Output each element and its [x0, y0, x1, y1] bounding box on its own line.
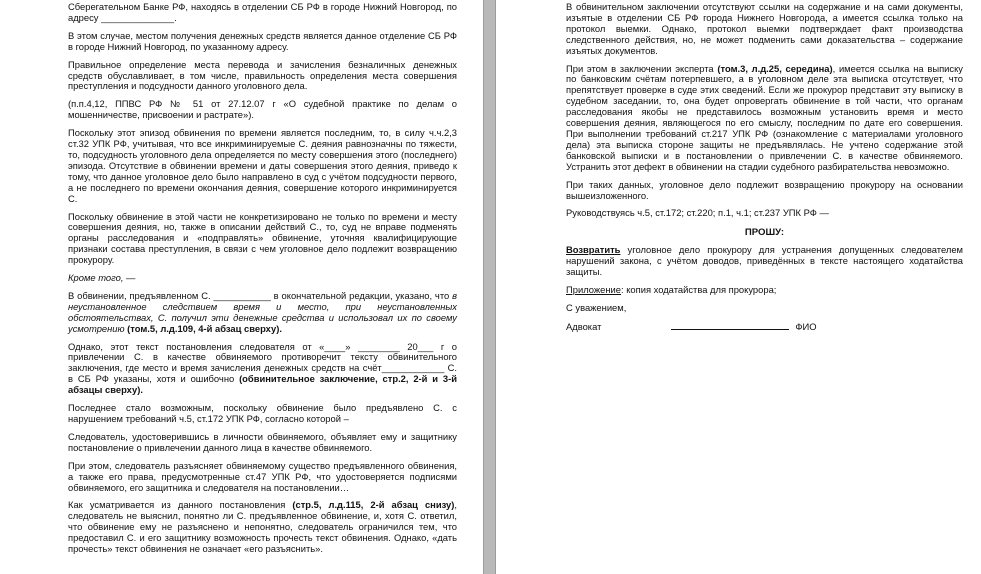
italic-text: Кроме того, — — [68, 272, 136, 284]
paragraph: При таких данных, уголовное дело подлежит возвращению прокурору на основании вышеизложенного. — [566, 178, 963, 201]
italic-text: в неустановленное следствием время и место, при неустановленных обстоятельствах, С. получил эти денежные средства и использовал их по своему усмотрению — [68, 289, 457, 334]
paragraph — [68, 500, 457, 555]
paragraph: Руководствуясь ч.5, ст.172; ст.220; п.1, ч.1; ст.237 УПК РФ — — [566, 207, 829, 219]
paragraph: Поскольку обвинение в этой части не конкретизировано не только по времени и месту совершения деяния, но, также в описании действий С., то, суд не вправе подменять органы расследования и «подправлять» обвинение, уточняя квалифицирующие признаки состава преступления, в связи с чем уголовное дело подлежит возвращению прокурору. — [68, 210, 457, 266]
paragraph — [68, 342, 457, 397]
signature-name: ФИО — [795, 320, 817, 332]
bold-reference: (том.3, л.д.25, середина) — [717, 62, 833, 74]
bold-reference: (стр.5, л.д.115, 2-й абзац снизу) — [292, 499, 455, 511]
signature-row — [566, 321, 963, 332]
paragraph — [566, 64, 963, 173]
text-run: , следователь не выяснил, понятно ли С. предъявленное обвинение, и, хотя С. ответил, что обвинение ему не разъяснено и непонятно, следователь ограничился тем, что предоставил С. и его защитнику возможность прочесть текст обвинения. Однако, «дать прочесть» текст обвинения не означает «его разъяснить». — [68, 499, 457, 555]
text-run: При этом в заключении эксперта — [566, 62, 718, 74]
closing-text: С уважением, — [566, 301, 627, 313]
paragraph — [68, 291, 457, 335]
document-page-left — [0, 0, 483, 574]
text-run: Как усматривается из данного постановления — [68, 499, 293, 511]
text-run: В обвинении, предъявленном С. ___________ в окончательной редакции, указано, что — [68, 289, 453, 301]
paragraph: Поскольку этот эпизод обвинения по времени является последним, то, в силу ч.ч.2,3 ст.32 УПК РФ, учитывая, что все инкриминируемые С. деяния равнозначны по тяжести, то, подсудность уголовного дела определяется по месту совершения этого (последнего) эпизода. Отсутствие в обвинении времени и даты совершения этого деяния, приведо к тому, что данное уголовное дело было направлено в суд с учётом подсудности первого, а не последнего по времени окончания деяния, совершение которого инкриминируется С. — [68, 127, 457, 204]
signature-line — [671, 321, 789, 330]
paragraph-italic — [68, 273, 457, 284]
text-run: Однако, этот текст постановления следователя от «____» ________ 20___ г о привлечении С. в качестве обвиняемого противоречит тексту обвинительного заключения, где место и время зачисления денежных средств на счёт____________ С. в СБ РФ указаны, хотя и ошибочно — [68, 340, 457, 385]
paragraph: В обвинительном заключении отсутствуют ссылки на содержание и на сами документы, изъятые в отделении СБ РФ города Нижнего Новгорода, а имеется ссылка только на протокол выемки. Однако, протокол выемки подтверждает факт производства следственного действия, но, не может подменить сами доказательства – содержание изъятых документов. — [566, 1, 963, 56]
underlined-keyword — [566, 244, 620, 255]
paragraph: (п.п.4,12, ППВС РФ № 51 от 27.12.07 г «О судебной практике по делам о мошенничестве, присвоении и растрате»). — [68, 98, 457, 121]
bold-reference: (обвинительное заключение, стр.2, 2-й и 3-й абзацы сверху). — [68, 373, 457, 396]
keyword-text: Возвратить — [566, 244, 621, 256]
text-run: , имеется ссылка на выписку по банковским счётам потерпевшего, а в уголовном деле эта выписка отсутствует, что препятствует проверке в суде этих сведений. Если же прокурор представит эту выписку в судебном заседании, то, она будет опровергать обвинение в той части, что органам расследования якобы не представилось возможным установить время и место совершения деяния, являющегося по его смыслу, последним по дате его совершения. При выполнении требований ст.217 УПК РФ (ознакомление с материалами уголовного дела) эта выписка стороне защиты не предъявлялась. Не учтено содержание этой банковской выписки и в постановлении о привлечении С. в качестве обвиняемого. Устранить этот дефект в обвинении на стадии судебного разбирательства невозможно. — [566, 62, 963, 172]
paragraph: Следователь, удостоверившись в личности обвиняемого, объявляет ему и защитнику постановление о привлечении данного лица в качестве обвиняемого. — [68, 430, 457, 453]
paragraph — [566, 285, 963, 296]
section-heading: ПРОШУ: — [744, 227, 785, 239]
signature-label: Адвокат — [566, 320, 602, 332]
paragraph: В этом случае, местом получения денежных средств является данное отделение СБ РФ в городе Нижний Новгород, по указанному адресу. — [68, 29, 457, 52]
paragraph: Последнее стало возможным, поскольку обвинение было предъявлено С. с нарушением требований ч.5, ст.172 УПК РФ, согласно которой – — [68, 402, 457, 424]
text-run: : копия ходатайства для прокурора; — [621, 284, 777, 296]
paragraph: Правильное определение места перевода и зачисления безналичных денежных средств обуславливает, в том числе, правильность определения места совершения преступления и подсудности данного уголовного дела. — [68, 58, 457, 92]
paragraph: Сберегательном Банке РФ, находясь в отделении СБ РФ в городе Нижний Новгород, по адресу ______________. — [68, 1, 457, 23]
underlined-keyword: Приложение — [566, 284, 621, 296]
bold-reference: (том.5, л.д.109, 4-й абзац сверху). — [124, 322, 282, 334]
page-separator — [483, 0, 496, 574]
document-page-right — [496, 0, 981, 574]
paragraph: При этом, следователь разъясняет обвиняемому существо предъявленного обвинения, а также его права, предусмотренные ст.47 УПК РФ, что удостоверяется подписями обвиняемого, его защитника и следователя на постановлении… — [68, 459, 457, 493]
text-run: уголовное дело прокурору для устранения допущенных следователем нарушений закона, с учётом доводов, приведённых в тексте настоящего ходатайства защиты. — [566, 244, 963, 278]
paragraph — [566, 245, 963, 278]
